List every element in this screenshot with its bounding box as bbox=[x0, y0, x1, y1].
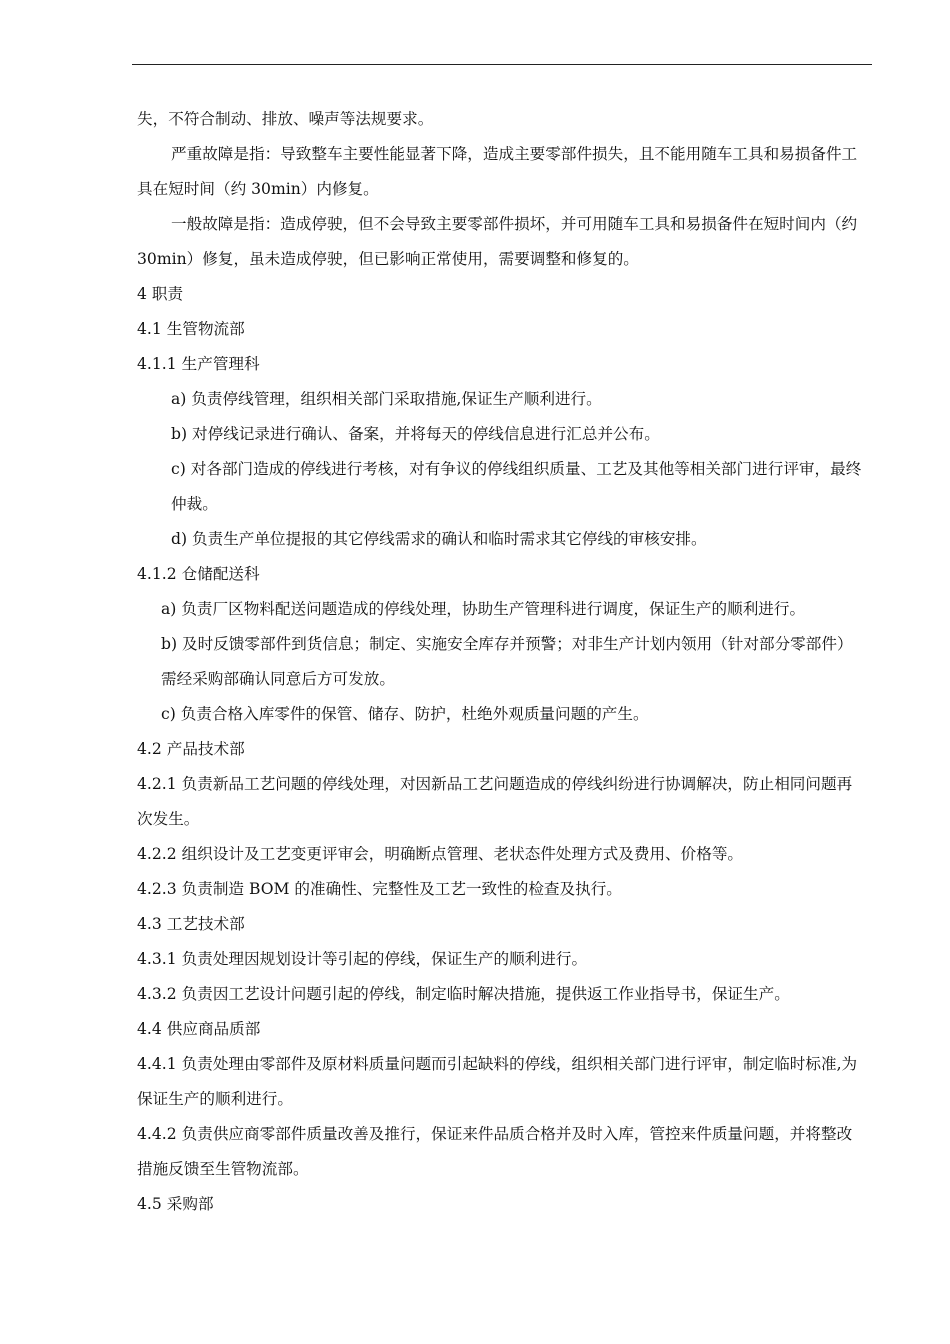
paragraph: 4.2.3 负责制造 BOM 的准确性、完整性及工艺一致性的检查及执行。 bbox=[137, 880, 622, 898]
paragraph: 4.2.2 组织设计及工艺变更评审会，明确断点管理、老状态件处理方式及费用、价格等。 bbox=[137, 845, 744, 863]
list-item: a) 负责停线管理，组织相关部门采取措施,保证生产顺利进行。 bbox=[171, 390, 602, 408]
section-heading: 4.1.2 仓储配送科 bbox=[137, 565, 260, 583]
section-heading: 4.5 采购部 bbox=[137, 1195, 214, 1213]
paragraph-text: 严重故障是指：导致整车主要性能显著下降，造成主要零部件损失，且不能用随车工具和易损备件工具在短时间（约 30min）内修复。 bbox=[137, 145, 858, 198]
section-heading: 4.2 产品技术部 bbox=[137, 740, 245, 758]
list-item: b) 及时反馈零部件到货信息；制定、实施安全库存并预警；对非生产计划内领用（针对部分零部件）需经采购部确认同意后方可发放。 bbox=[161, 635, 853, 688]
paragraph bbox=[137, 137, 865, 207]
section-heading: 4.3 工艺技术部 bbox=[137, 915, 245, 933]
document-body bbox=[137, 102, 865, 1222]
paragraph: 4.4.2 负责供应商零部件质量改善及推行，保证来件品质合格并及时入库，管控来件质量问题，并将整改措施反馈至生管物流部。 bbox=[137, 1125, 853, 1178]
list-item: c) 负责合格入库零件的保管、储存、防护，杜绝外观质量问题的产生。 bbox=[161, 705, 649, 723]
paragraph: 4.3.2 负责因工艺设计问题引起的停线，制定临时解决措施，提供返工作业指导书，保证生产。 bbox=[137, 985, 790, 1003]
paragraph: 4.3.1 负责处理因规划设计等引起的停线，保证生产的顺利进行。 bbox=[137, 950, 588, 968]
list-item: b) 对停线记录进行确认、备案，并将每天的停线信息进行汇总并公布。 bbox=[171, 425, 660, 443]
section-heading: 4.1.1 生产管理科 bbox=[137, 355, 260, 373]
paragraph bbox=[137, 207, 865, 277]
list-item: a) 负责厂区物料配送问题造成的停线处理，协助生产管理科进行调度，保证生产的顺利进行。 bbox=[161, 600, 806, 618]
paragraph: 4.4.1 负责处理由零部件及原材料质量问题而引起缺料的停线，组织相关部门进行评审，制定临时标准,为保证生产的顺利进行。 bbox=[137, 1055, 858, 1108]
section-heading: 4.1 生管物流部 bbox=[137, 320, 245, 338]
section-heading: 4.4 供应商品质部 bbox=[137, 1020, 261, 1038]
paragraph: 失，不符合制动、排放、噪声等法规要求。 bbox=[137, 110, 434, 128]
list-item: c) 对各部门造成的停线进行考核，对有争议的停线组织质量、工艺及其他等相关部门进行评审，最终仲裁。 bbox=[171, 460, 862, 513]
section-heading: 4 职责 bbox=[137, 285, 184, 303]
list-item: d) 负责生产单位提报的其它停线需求的确认和临时需求其它停线的审核安排。 bbox=[171, 530, 707, 548]
paragraph: 4.2.1 负责新品工艺问题的停线处理，对因新品工艺问题造成的停线纠纷进行协调解决，防止相同问题再次发生。 bbox=[137, 775, 853, 828]
header-rule bbox=[132, 64, 872, 65]
paragraph-text: 一般故障是指：造成停驶，但不会导致主要零部件损坏，并可用随车工具和易损备件在短时间内（约 30min）修复，虽未造成停驶，但已影响正常使用，需要调整和修复的。 bbox=[137, 215, 858, 268]
